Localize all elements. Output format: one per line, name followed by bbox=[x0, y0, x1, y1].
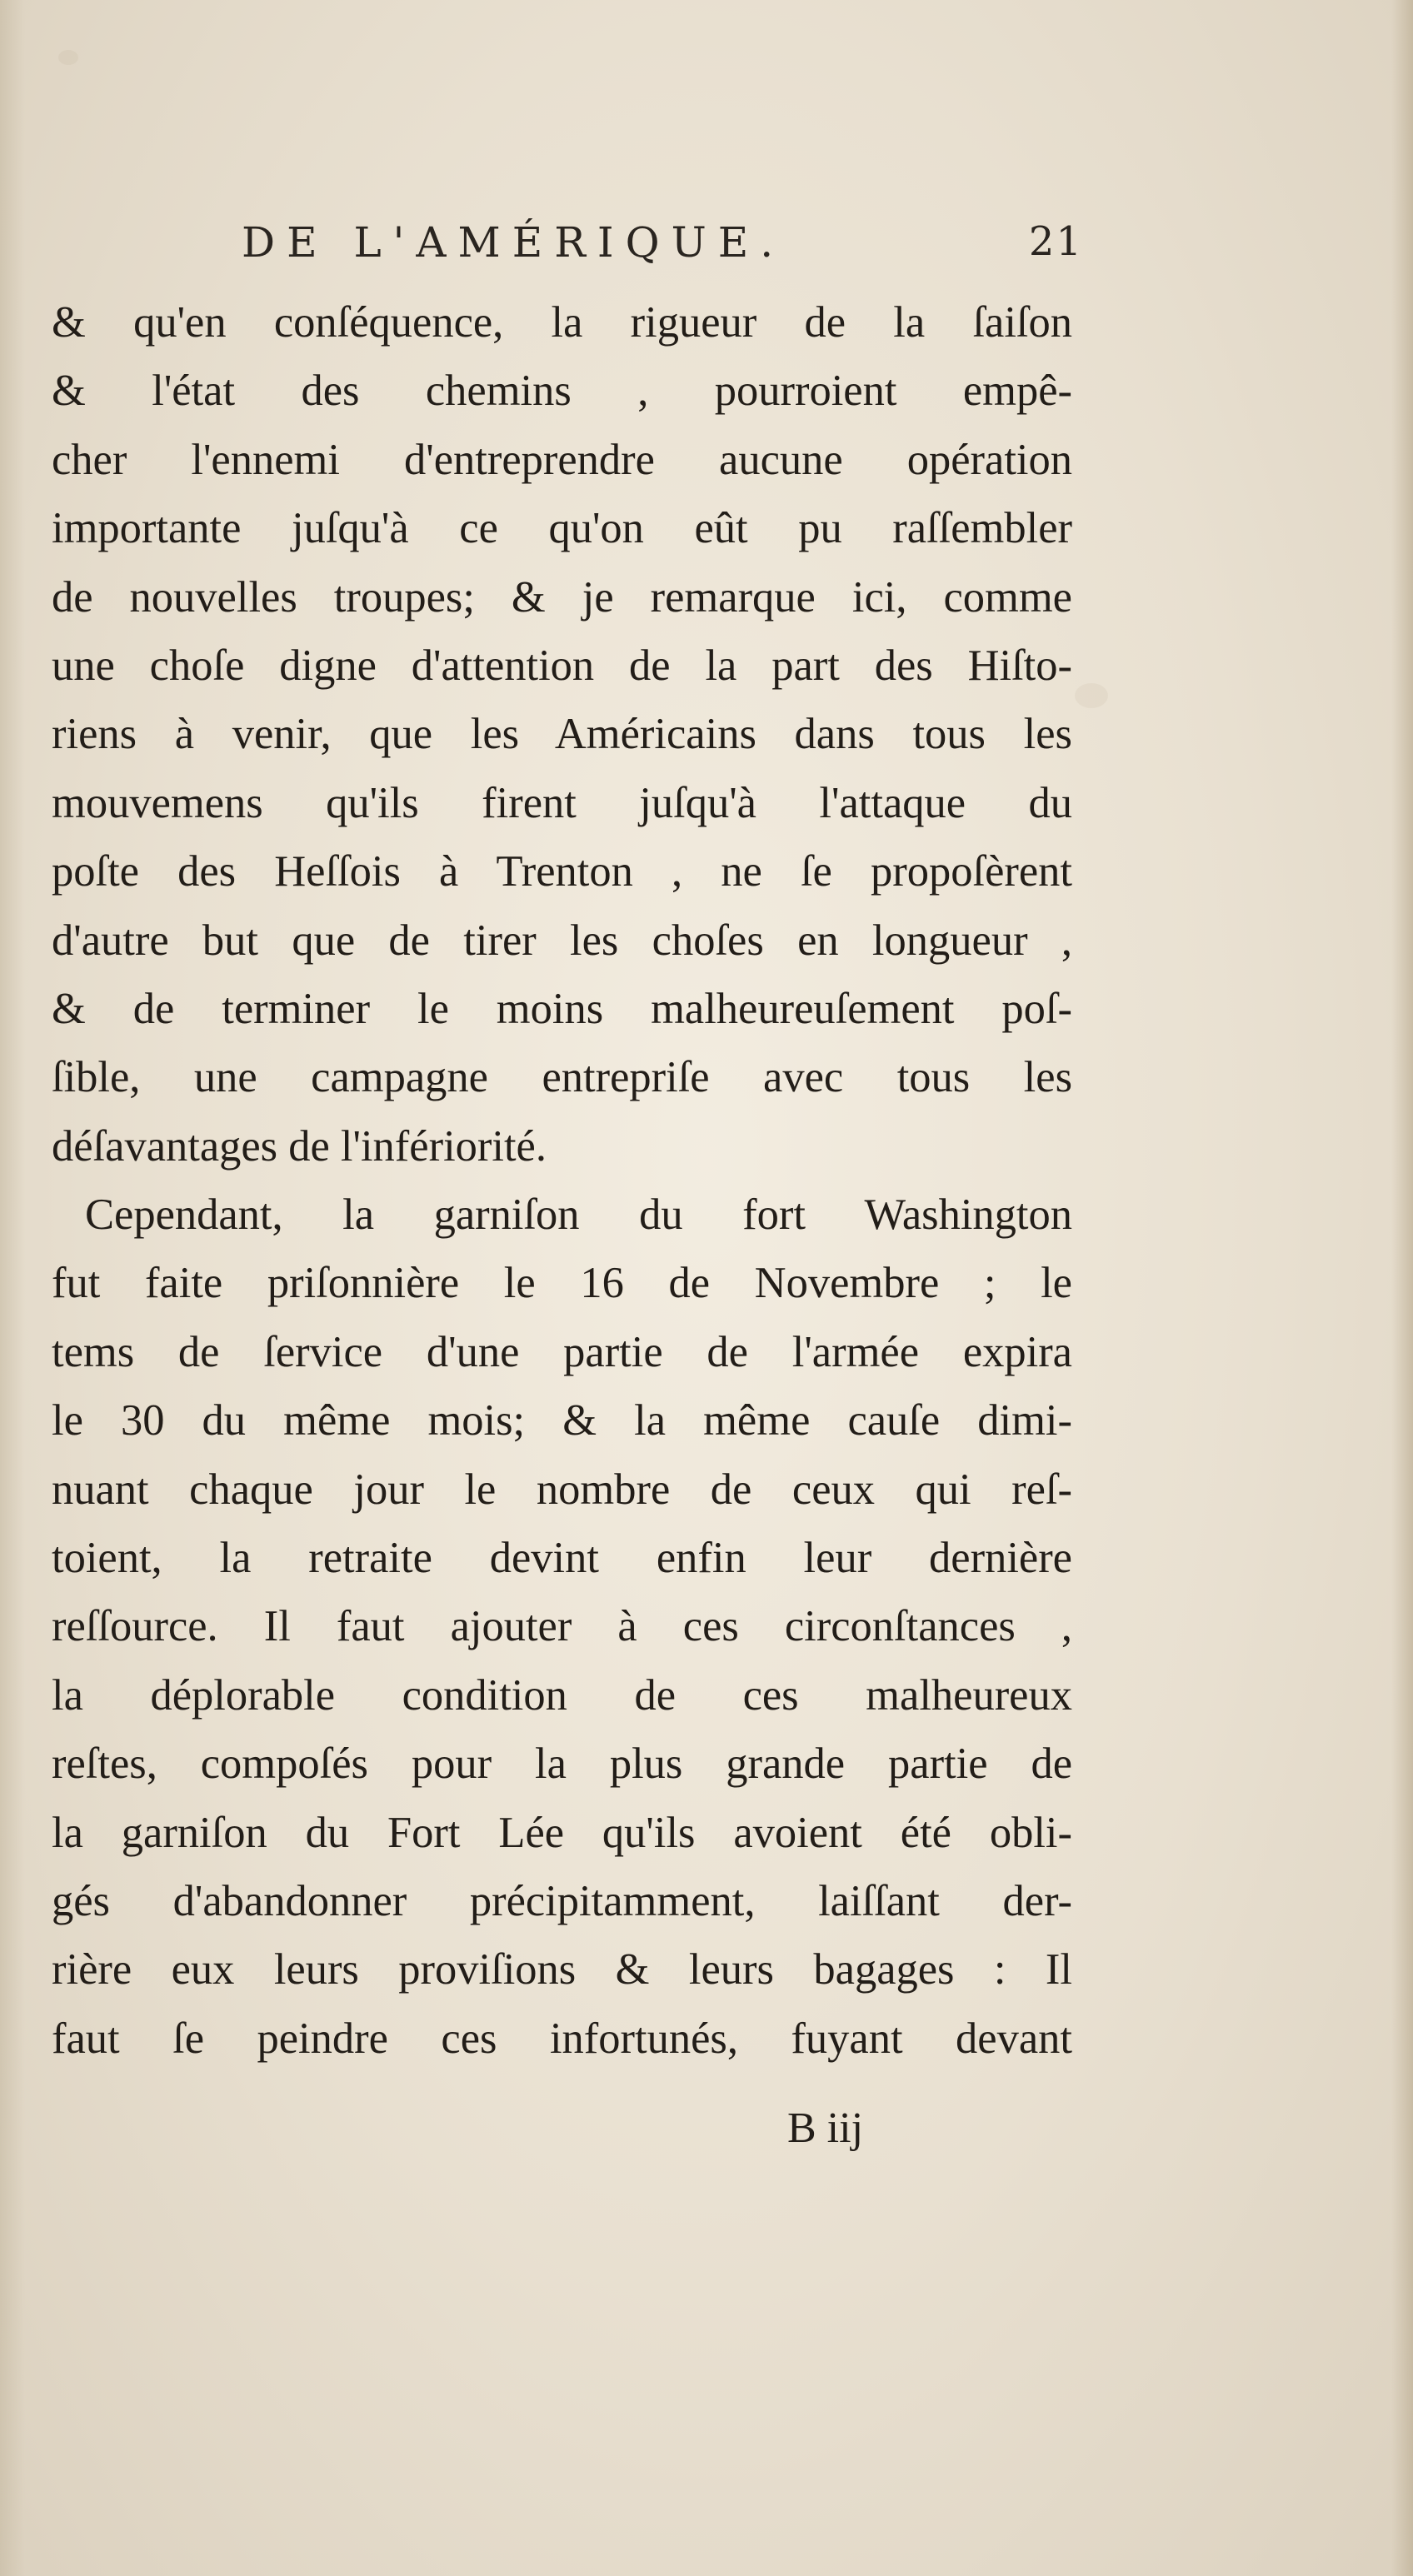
text-line: ſible, une campagne entrepriſe avec tous les bbox=[52, 1053, 1072, 1102]
page-number: 21 bbox=[1028, 218, 1083, 265]
running-title: DE L'AMÉRIQUE. bbox=[242, 218, 786, 267]
text-line: & de terminer le moins malheureuſement poſ- bbox=[52, 984, 1072, 1033]
page-left-edge-shadow bbox=[0, 0, 25, 2576]
paper-spot bbox=[58, 50, 78, 65]
text-line: d'autre but que de tirer les choſes en longueur , bbox=[52, 916, 1072, 965]
text-line: tems de ſervice d'une partie de l'armée expira bbox=[52, 1327, 1072, 1376]
text-line: de nouvelles troupes; & je remarque ici, comme bbox=[52, 572, 1072, 622]
text-line: déſavantages de l'infériorité. bbox=[52, 1121, 547, 1171]
text-line: le 30 du même mois; & la même cauſe dimi- bbox=[52, 1396, 1072, 1445]
page-right-edge-shadow bbox=[1391, 0, 1413, 2576]
text-line: la déplorable condition de ces malheureux bbox=[52, 1670, 1072, 1720]
paper-spot bbox=[1075, 683, 1108, 708]
text-line: toient, la retraite devint enfin leur dernière bbox=[52, 1534, 1072, 1583]
text-line: reſtes, compoſés pour la plus grande partie de bbox=[52, 1740, 1072, 1789]
text-line: cher l'ennemi d'entreprendre aucune opération bbox=[52, 435, 1072, 484]
text-line: riens à venir, que les Américains dans tous les bbox=[52, 710, 1072, 759]
text-line: & qu'en conſéquence, la rigueur de la ſaiſon bbox=[52, 298, 1072, 347]
text-line: nuant chaque jour le nombre de ceux qui reſ- bbox=[52, 1465, 1072, 1514]
text-line: & l'état des chemins , pourroient empê- bbox=[52, 367, 1072, 416]
text-line: rière eux leurs proviſions & leurs bagages : Il bbox=[52, 1945, 1072, 1994]
text-line: fut faite priſonnière le 16 de Novembre ; le bbox=[52, 1259, 1072, 1308]
text-line: mouvemens qu'ils firent juſqu'à l'attaque du bbox=[52, 778, 1072, 827]
text-line: faut ſe peindre ces infortunés, fuyant devant bbox=[52, 2014, 1072, 2063]
text-line: poſte des Heſſois à Trenton , ne ſe propoſèrent bbox=[52, 847, 1072, 896]
main-text bbox=[52, 288, 1072, 2073]
text-line: une choſe digne d'attention de la part des Hiſto- bbox=[52, 641, 1072, 690]
text-line: gés d'abandonner précipitamment, laiſſant der- bbox=[52, 1876, 1072, 1925]
running-head bbox=[242, 218, 1083, 277]
text-line: Cependant, la garniſon du fort Washington bbox=[85, 1191, 1072, 1240]
text-line: la garniſon du Fort Lée qu'ils avoient été obli- bbox=[52, 1808, 1072, 1857]
text-line: reſſource. Il faut ajouter à ces circonſtances , bbox=[52, 1602, 1072, 1651]
signature-mark: B iij bbox=[787, 2104, 864, 2152]
text-line: importante juſqu'à ce qu'on eût pu raſſembler bbox=[52, 504, 1072, 553]
